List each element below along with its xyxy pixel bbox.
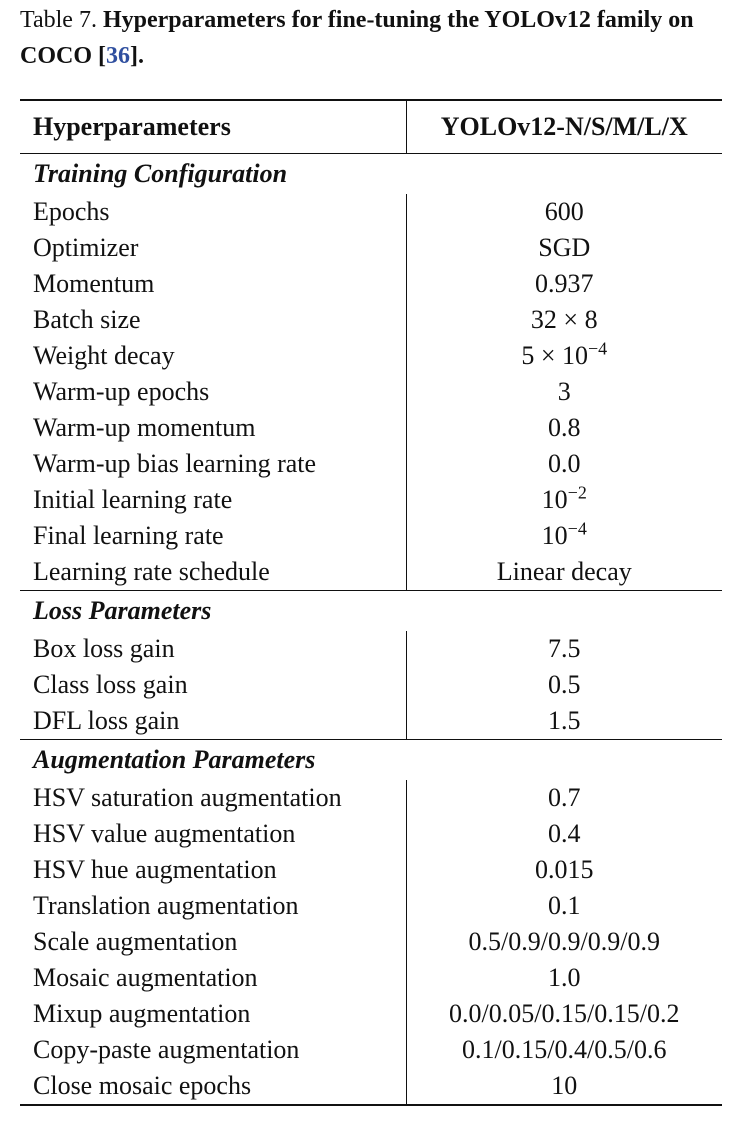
hyperparameter-value: 0.4 [548, 819, 581, 848]
table-row [20, 888, 722, 924]
hyperparameter-name: Mixup augmentation [33, 999, 251, 1028]
hyperparameter-name: HSV hue augmentation [33, 855, 277, 884]
hyperparameter-name: Final learning rate [33, 521, 224, 550]
table-row [20, 1068, 722, 1105]
table-row [20, 1032, 722, 1068]
hyperparameter-value-cell [406, 194, 722, 230]
hyperparameter-value-cell [406, 374, 722, 410]
hyperparameter-table-container [20, 99, 722, 1106]
hyperparameter-value: 1.5 [548, 706, 581, 735]
hyperparameter-name: Initial learning rate [33, 485, 233, 514]
hyperparameter-value: 0.5 [548, 670, 581, 699]
hyperparameter-value: 0.0/0.05/0.15/0.15/0.2 [449, 999, 680, 1028]
header-model-variants: YOLOv12-N/S/M/L/X [406, 100, 722, 154]
hyperparameter-value-cell [406, 1032, 722, 1068]
hyperparameter-value: 32 × 8 [530, 305, 598, 334]
caption-text: Hyperparameters for fine-tuning the YOLOv12 family on COCO [ [20, 7, 694, 69]
table-row [20, 230, 722, 266]
hyperparameter-value: 1.0 [548, 963, 581, 992]
hyperparameter-name: Weight decay [33, 341, 175, 370]
hyperparameter-value-cell [406, 554, 722, 591]
table-row [20, 780, 722, 816]
table-row [20, 996, 722, 1032]
hyperparameter-value-cell [406, 446, 722, 482]
hyperparameter-name: HSV saturation augmentation [33, 783, 342, 812]
hyperparameter-value: 10 [551, 1071, 578, 1100]
hyperparameter-value: 600 [544, 197, 584, 226]
table-row [20, 266, 722, 302]
hyperparameter-value-cell [406, 816, 722, 852]
hyperparameter-value-cell [406, 302, 722, 338]
hyperparameter-value-cell [406, 780, 722, 816]
hyperparameter-value: 10 [541, 521, 568, 550]
section-title: Training Configuration [33, 159, 288, 188]
hyperparameter-name: Close mosaic epochs [20, 1068, 406, 1105]
hyperparameter-name: Optimizer [33, 233, 139, 262]
hyperparameter-name: Warm-up bias learning rate [33, 449, 317, 478]
hyperparameter-name: Class loss gain [33, 670, 188, 699]
hyperparameter-name: Copy-paste augmentation [33, 1035, 300, 1064]
hyperparameter-name: Warm-up epochs [33, 377, 210, 406]
hyperparameter-value: 0.1/0.15/0.4/0.5/0.6 [462, 1035, 667, 1064]
hyperparameter-value-cell [406, 852, 722, 888]
table-row [20, 482, 722, 518]
section-header-row [20, 154, 722, 195]
hyperparameter-name: Mosaic augmentation [33, 963, 258, 992]
hyperparameter-table [20, 99, 722, 1106]
hyperparameter-value: 0.0 [548, 449, 581, 478]
table-row [20, 518, 722, 554]
table-row [20, 852, 722, 888]
table-header-row [20, 100, 722, 154]
table-row [20, 631, 722, 667]
hyperparameter-value-cell [406, 230, 722, 266]
hyperparameter-value: 0.7 [548, 783, 581, 812]
table-row [20, 960, 722, 996]
section-header-row [20, 591, 722, 632]
table-row [20, 302, 722, 338]
table-row [20, 374, 722, 410]
hyperparameter-value: 3 [557, 377, 571, 406]
table-row [20, 554, 722, 591]
hyperparameter-name: Scale augmentation [33, 927, 238, 956]
hyperparameter-value: SGD [538, 233, 591, 262]
hyperparameter-value: 0.015 [535, 855, 594, 884]
table-row [20, 703, 722, 740]
hyperparameter-name: Learning rate schedule [33, 557, 270, 586]
hyperparameter-value-cell [406, 667, 722, 703]
hyperparameter-value-cell [406, 518, 722, 554]
hyperparameter-value-cell [406, 960, 722, 996]
hyperparameter-value-cell [406, 338, 722, 374]
hyperparameter-name: Epochs [33, 197, 110, 226]
header-hyperparameters: Hyperparameters [20, 100, 406, 154]
table-caption [20, 2, 722, 74]
citation-link[interactable]: 36 [106, 43, 130, 69]
caption-end: ]. [130, 43, 144, 69]
hyperparameter-name: Box loss gain [33, 634, 175, 663]
hyperparameter-name: Momentum [33, 269, 155, 298]
hyperparameter-name: DFL loss gain [33, 706, 180, 735]
table-row [20, 194, 722, 230]
hyperparameter-value-cell [406, 1068, 722, 1105]
hyperparameter-value-cell [406, 888, 722, 924]
section-header-row [20, 740, 722, 781]
hyperparameter-value-cell [406, 631, 722, 667]
hyperparameter-name: Batch size [33, 305, 141, 334]
hyperparameter-name: HSV value augmentation [33, 819, 296, 848]
table-row [20, 924, 722, 960]
table-row [20, 446, 722, 482]
hyperparameter-value-cell [406, 703, 722, 740]
hyperparameter-value-cell [406, 996, 722, 1032]
table-row [20, 410, 722, 446]
hyperparameter-name: Translation augmentation [33, 891, 299, 920]
table-row [20, 816, 722, 852]
hyperparameter-value: 0.937 [535, 269, 594, 298]
hyperparameter-value: 10 [541, 485, 568, 514]
table-row [20, 338, 722, 374]
hyperparameter-value-cell [406, 482, 722, 518]
value-exponent: −4 [567, 518, 587, 539]
table-row [20, 667, 722, 703]
hyperparameter-value-cell [406, 266, 722, 302]
hyperparameter-value-cell [406, 924, 722, 960]
hyperparameter-value: 0.1 [548, 891, 581, 920]
hyperparameter-value: 7.5 [548, 634, 581, 663]
section-title: Loss Parameters [20, 591, 722, 632]
value-exponent: −4 [588, 338, 608, 359]
section-title: Augmentation Parameters [20, 740, 722, 781]
hyperparameter-name: Warm-up momentum [33, 413, 256, 442]
value-exponent: −2 [567, 482, 587, 503]
table-body [20, 100, 722, 1105]
hyperparameter-value: 0.5/0.9/0.9/0.9/0.9 [468, 927, 660, 956]
hyperparameter-value: 0.8 [548, 413, 581, 442]
hyperparameter-value: 5 × 10 [521, 341, 588, 370]
hyperparameter-value: Linear decay [496, 557, 632, 586]
hyperparameter-value-cell [406, 410, 722, 446]
caption-label: Table 7. [20, 7, 97, 33]
